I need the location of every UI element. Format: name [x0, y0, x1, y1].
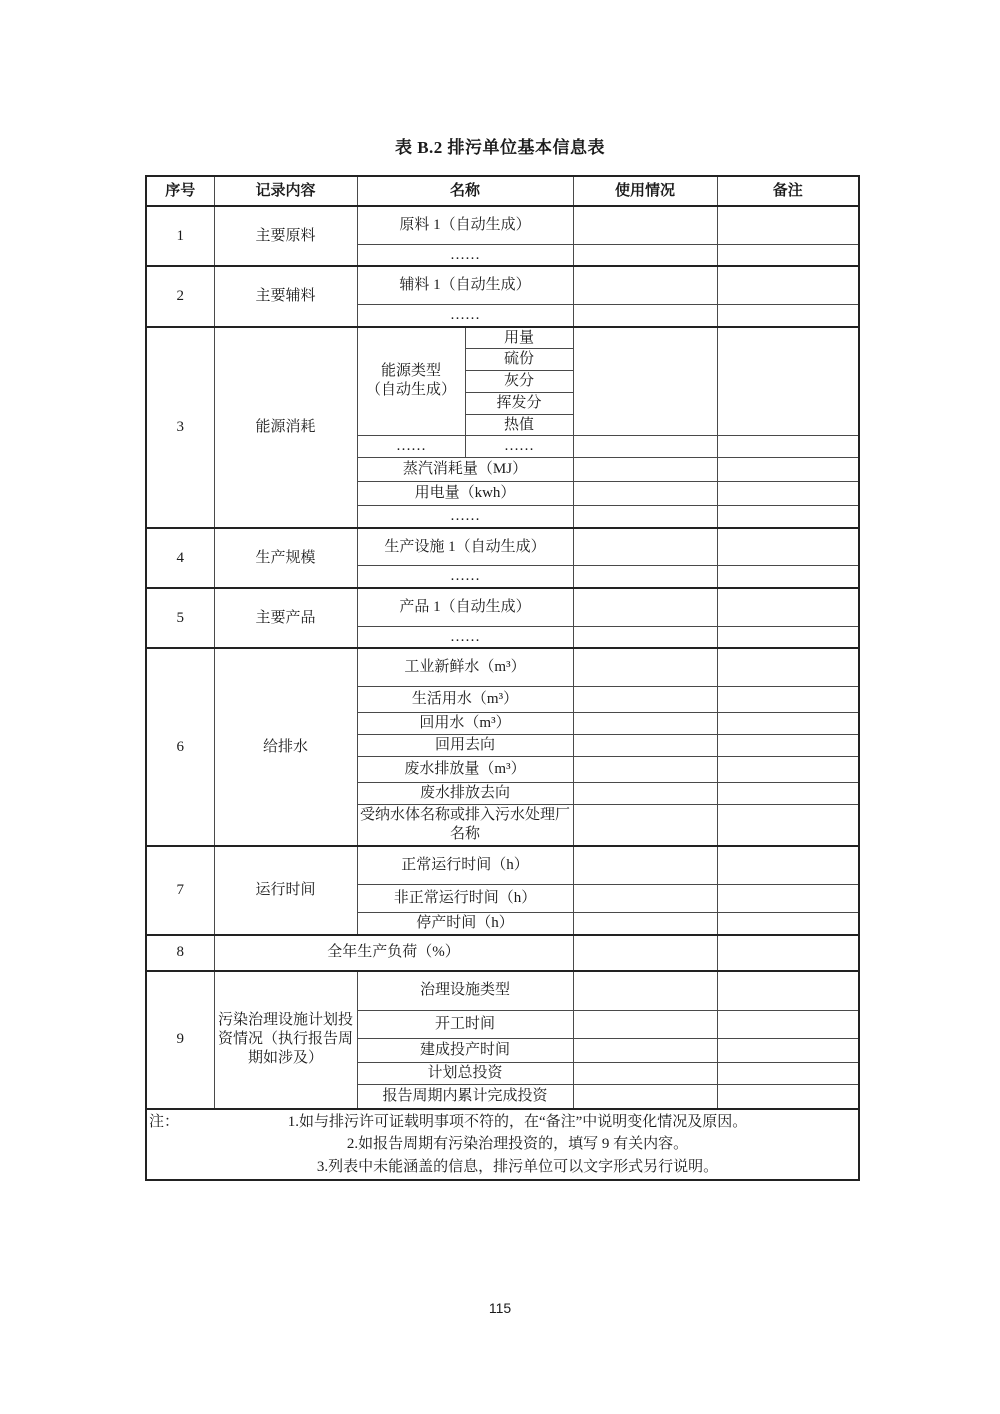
usage-cell [573, 244, 717, 266]
basic-info-table [145, 175, 860, 1181]
col-header-content: 记录内容 [214, 176, 357, 206]
table-row [146, 935, 859, 971]
table-row [146, 327, 859, 349]
remark-cell [717, 304, 859, 326]
remark-cell [717, 244, 859, 266]
row3-param: 灰分 [465, 371, 573, 393]
usage-cell [573, 1011, 717, 1039]
remark-cell [717, 266, 859, 304]
usage-cell [573, 686, 717, 712]
row6-item: 废水排放量（m³） [357, 756, 573, 782]
usage-cell [573, 804, 717, 846]
usage-cell [573, 756, 717, 782]
usage-cell [573, 304, 717, 326]
remark-cell [717, 648, 859, 686]
usage-cell [573, 1063, 717, 1085]
remark-cell [717, 971, 859, 1011]
row1-item: 原料 1（自动生成） [357, 206, 573, 244]
table-row [146, 846, 859, 884]
row7-content: 运行时间 [214, 846, 357, 934]
remark-cell [717, 1011, 859, 1039]
remark-cell [717, 804, 859, 846]
usage-cell [573, 458, 717, 482]
remark-cell [717, 782, 859, 804]
usage-cell [573, 266, 717, 304]
row6-content: 给排水 [214, 648, 357, 846]
page-title: 表 B.2 排污单位基本信息表 [394, 138, 606, 157]
usage-cell [573, 528, 717, 566]
notes-row [146, 1109, 859, 1181]
row3-param: 硫份 [465, 349, 573, 371]
table-row [146, 206, 859, 244]
row5-content: 主要产品 [214, 588, 357, 648]
remark-cell [717, 588, 859, 626]
table-row [146, 588, 859, 626]
row8-no: 8 [146, 935, 214, 971]
usage-cell [573, 506, 717, 528]
row6-item: 回用水（m³） [357, 712, 573, 734]
remark-cell [717, 566, 859, 588]
remark-cell [717, 734, 859, 756]
table-row [146, 971, 859, 1011]
usage-cell [573, 648, 717, 686]
usage-cell [573, 912, 717, 934]
row1-content: 主要原料 [214, 206, 357, 266]
row3-energy-type-line1: 能源类型 [380, 362, 441, 379]
usage-cell [573, 327, 717, 436]
table-row [146, 266, 859, 304]
row9-item: 报告周期内累计完成投资 [357, 1085, 573, 1109]
remark-cell [717, 686, 859, 712]
usage-cell [573, 566, 717, 588]
row4-no: 4 [146, 528, 214, 588]
row4-content: 生产规模 [214, 528, 357, 588]
row6-item: 受纳水体名称或排入污水处理厂名称 [357, 804, 573, 846]
row7-item: 正常运行时间（h） [357, 846, 573, 884]
row3-no: 3 [146, 327, 214, 528]
row3-more: …… [357, 506, 573, 528]
remark-cell [717, 458, 859, 482]
row1-no: 1 [146, 206, 214, 266]
row3-energy-type [357, 327, 465, 436]
row3-param: 热值 [465, 414, 573, 436]
col-header-name: 名称 [357, 176, 573, 206]
table-row [146, 528, 859, 566]
row9-content: 污染治理设施计划投资情况（执行报告周期如涉及） [214, 971, 357, 1109]
row4-more: …… [357, 566, 573, 588]
notes-label: 注： [149, 1113, 180, 1130]
row5-more: …… [357, 626, 573, 648]
row5-item: 产品 1（自动生成） [357, 588, 573, 626]
row9-item: 开工时间 [357, 1011, 573, 1039]
usage-cell [573, 734, 717, 756]
remark-cell [717, 912, 859, 934]
row9-item: 治理设施类型 [357, 971, 573, 1011]
row9-item: 建成投产时间 [357, 1039, 573, 1063]
remark-cell [717, 327, 859, 436]
row7-item: 非正常运行时间（h） [357, 884, 573, 912]
usage-cell [573, 626, 717, 648]
remark-cell [717, 528, 859, 566]
row1-more: …… [357, 244, 573, 266]
usage-cell [573, 712, 717, 734]
usage-cell [573, 588, 717, 626]
row3-more-right: …… [465, 436, 573, 458]
remark-cell [717, 436, 859, 458]
table-row [146, 648, 859, 686]
row7-no: 7 [146, 846, 214, 934]
col-header-remark: 备注 [717, 176, 859, 206]
usage-cell [573, 884, 717, 912]
row7-item: 停产时间（h） [357, 912, 573, 934]
remark-cell [717, 206, 859, 244]
remark-cell [717, 756, 859, 782]
page-number: 115 [488, 1300, 512, 1316]
remark-cell [717, 506, 859, 528]
row3-steam: 蒸汽消耗量（MJ） [357, 458, 573, 482]
row6-item: 回用去向 [357, 734, 573, 756]
row6-item: 废水排放去向 [357, 782, 573, 804]
row4-item: 生产设施 1（自动生成） [357, 528, 573, 566]
row3-param: 挥发分 [465, 392, 573, 414]
row3-energy-type-line2: （自动生成） [365, 382, 456, 399]
remark-cell [717, 482, 859, 506]
row2-no: 2 [146, 266, 214, 326]
remark-cell [717, 935, 859, 971]
usage-cell [573, 782, 717, 804]
row6-item: 生活用水（m³） [357, 686, 573, 712]
note-item: 2.如报告周期有污染治理投资的，填写 9 有关内容。 [346, 1136, 689, 1152]
row9-item: 计划总投资 [357, 1063, 573, 1085]
usage-cell [573, 846, 717, 884]
remark-cell [717, 1085, 859, 1109]
remark-cell [717, 626, 859, 648]
row2-more: …… [357, 304, 573, 326]
row3-more-left: …… [357, 436, 465, 458]
row3-electricity: 用电量（kwh） [357, 482, 573, 506]
remark-cell [717, 1039, 859, 1063]
remark-cell [717, 1063, 859, 1085]
row3-param: 用量 [465, 327, 573, 349]
row6-no: 6 [146, 648, 214, 846]
usage-cell [573, 1039, 717, 1063]
row2-item: 辅料 1（自动生成） [357, 266, 573, 304]
usage-cell [573, 971, 717, 1011]
row9-no: 9 [146, 971, 214, 1109]
usage-cell [573, 1085, 717, 1109]
remark-cell [717, 884, 859, 912]
table-header-row [146, 176, 859, 206]
row3-content: 能源消耗 [214, 327, 357, 528]
col-header-no: 序号 [146, 176, 214, 206]
remark-cell [717, 712, 859, 734]
usage-cell [573, 935, 717, 971]
note-item: 3.列表中未能涵盖的信息，排污单位可以文字形式另行说明。 [316, 1158, 719, 1175]
col-header-usage: 使用情况 [573, 176, 717, 206]
usage-cell [573, 206, 717, 244]
notes-list [179, 1111, 856, 1179]
note-item: 1.如与排污许可证载明事项不符的，在“备注”中说明变化情况及原因。 [287, 1113, 748, 1130]
row2-content: 主要辅料 [214, 266, 357, 326]
notes-cell [146, 1109, 859, 1181]
row5-no: 5 [146, 588, 214, 648]
usage-cell [573, 436, 717, 458]
row8-content: 全年生产负荷（%） [214, 935, 573, 971]
remark-cell [717, 846, 859, 884]
row6-item: 工业新鲜水（m³） [357, 648, 573, 686]
usage-cell [573, 482, 717, 506]
